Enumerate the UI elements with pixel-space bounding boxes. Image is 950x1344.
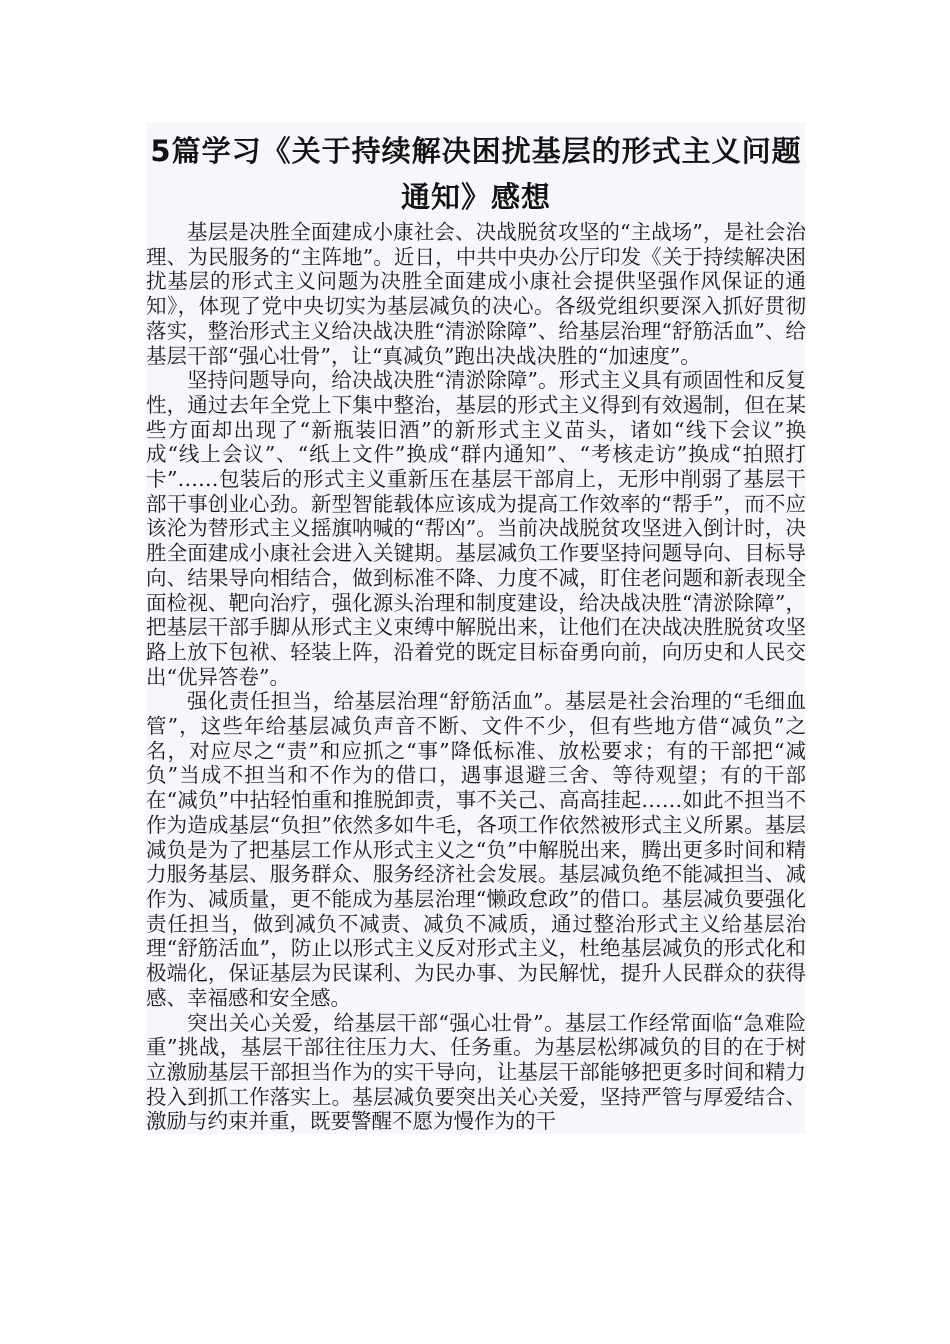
document-content bbox=[146, 122, 806, 1134]
document-title: 5篇学习《关于持续解决困扰基层的形式主义问题通知》感想 bbox=[150, 134, 802, 214]
paragraph-1: 基层是决胜全面建成小康社会、决战脱贫攻坚的“主战场”，是社会治理、为民服务的“主阵地”。近日，中共中央办公厅印发《关于持续解决困扰基层的形式主义问题为决胜全面建成小康社会提供坚强作风保证的通知》，体现了党中央切实为基层减负的决心。各级党组织要深入抓好贯彻落实，整治形式主义给决战决胜“清淤除障”、给基层治理“舒筋活血”、给基层干部“强心壮骨”，让“真减负”跑出决战决胜的“加速度”。 bbox=[146, 220, 806, 368]
paragraph-4: 突出关心关爱，给基层干部“强心壮骨”。基层工作经常面临“急难险重”挑战，基层干部往往压力大、任务重。为基层松绑减负的目的在于树立激励基层干部担当作为的实干导向，让基层干部能够把更多时间和精力投入到抓工作落实上。基层减负要突出关心关爱，坚持严管与厚爱结合、激励与约束并重，既要警醒不愿为慢作为的干 bbox=[146, 1010, 806, 1134]
paragraph-3: 强化责任担当，给基层治理“舒筋活血”。基层是社会治理的“毛细血管”，这些年给基层减负声音不断、文件不少，但有些地方借“减负”之名，对应尽之“责”和应抓之“事”降低标准、放松要求；有的干部把“减负”当成不担当和不作为的借口，遇事退避三舍、等待观望；有的干部在“减负”中拈轻怕重和推脱卸责，事不关己、高高挂起……如此不担当不作为造成基层“负担”依然多如牛毛，各项工作依然被形式主义所累。基层减负是为了把基层工作从形式主义之“负”中解脱出来，腾出更多时间和精力服务基层、服务群众、服务经济社会发展。基层减负绝不能减担当、减作为、减质量，更不能成为基层治理“懒政怠政”的借口。基层减负要强化责任担当，做到减负不减责、减负不减质，通过整治形式主义给基层治理“舒筋活血”，防止以形式主义反对形式主义，杜绝基层减负的形式化和极端化，保证基层为民谋利、为民办事、为民解忧，提升人民群众的获得感、幸福感和安全感。 bbox=[146, 689, 806, 1010]
paragraph-2: 坚持问题导向，给决战决胜“清淤除障”。形式主义具有顽固性和反复性，通过去年全党上下集中整治，基层的形式主义得到有效遏制，但在某些方面却出现了“新瓶装旧酒”的新形式主义苗头，诸如“线下会议”换成“线上会议”、“纸上文件”换成“群内通知”、“考核走访”换成“拍照打卡”……包装后的形式主义重新压在基层干部肩上，无形中削弱了基层干部干事创业心劲。新型智能载体应该成为提高工作效率的“帮手”，而不应该沦为替形式主义摇旗呐喊的“帮凶”。当前决战脱贫攻坚进入倒计时，决胜全面建成小康社会进入关键期。基层减负工作要坚持问题导向、目标导向、结果导向相结合，做到标准不降、力度不减，盯住老问题和新表现全面检视、靶向治疗，强化源头治理和制度建设，给决战决胜“清淤除障”，把基层干部手脚从形式主义束缚中解脱出来，让他们在决战决胜脱贫攻坚路上放下包袱、轻装上阵，沿着党的既定目标奋勇向前，向历史和人民交出“优异答卷”。 bbox=[146, 368, 806, 689]
